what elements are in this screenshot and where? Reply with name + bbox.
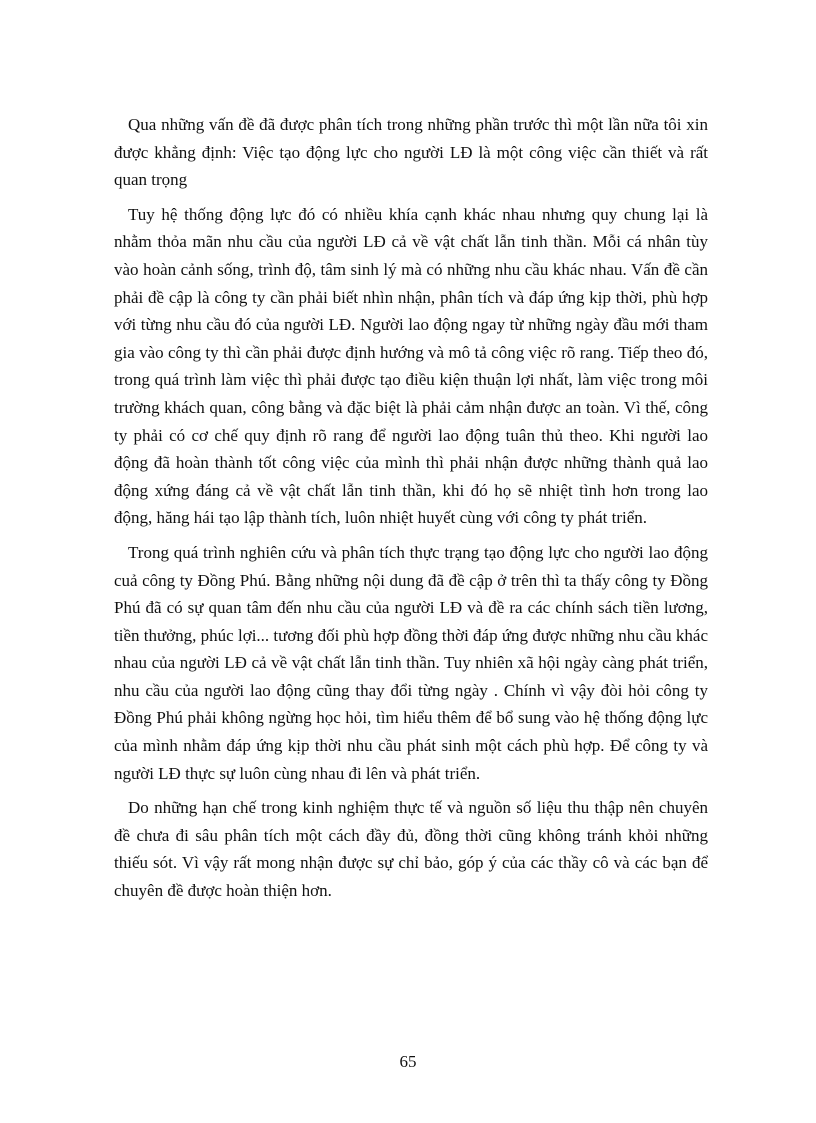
- page-number: 65: [399, 1052, 417, 1071]
- paragraph-motivation-system: Tuy hệ thống động lực đó có nhiều khía cạnh khác nhau nhưng quy chung lại là nhằm thỏa mãn nhu cầu của người LĐ cả về vật chất lẫn tinh thần. Mỗi cá nhân tùy vào hoàn cảnh sống, trình độ, tâm sinh lý mà có những nhu cầu khác nhau. Vấn đề cần phải đề cập là công ty cần phải biết nhìn nhận, phân tích và đáp ứng kịp thời, phù hợp với từng nhu cầu đó của người LĐ. Người lao động ngay từ những ngày đầu mới tham gia vào công ty thì cần phải được định hướng và mô tả công việc rõ rang. Tiếp theo đó, trong quá trình làm việc thì phải được tạo điều kiện thuận lợi nhất, làm việc trong môi trường khách quan, công bằng và đặc biệt là phải cảm nhận được an toàn. Vì thế, công ty phải có cơ chế quy định rõ rang để người lao động tuân thủ theo. Khi người lao động đã hoàn thành tốt công việc của mình thì phải nhận được những thành quả lao động xứng đáng cả về vật chất lẫn tinh thần, khi đó họ sẽ nhiệt tình hơn trong lao động, hăng hái tạo lập thành tích, luôn nhiệt huyết cùng với công ty phát triển.: [114, 204, 708, 528]
- paragraph-limitations: Do những hạn chế trong kinh nghiệm thực tế và nguồn số liệu thu thập nên chuyên đề chưa đi sâu phân tích một cách đầy đủ, đồng thời cũng không tránh khỏi những thiếu sót. Vì vậy rất mong nhận được sự chỉ bảo, góp ý của các thầy cô và các bạn để chuyên đề được hoàn thiện hơn.: [114, 798, 708, 901]
- paragraph-dong-phu-analysis: Trong quá trình nghiên cứu và phân tích thực trạng tạo động lực cho người lao động cuả công ty Đồng Phú. Bằng những nội dung đã đề cập ở trên thì ta thấy công ty Đồng Phú đã có sự quan tâm đến nhu cầu của người LĐ và đề ra các chính sách tiền lương, tiền thưởng, phúc lợi... tương đối phù hợp đồng thời đáp ứng được những nhu cầu khác nhau của người LĐ cả về vật chất lẫn tinh thần. Tuy nhiên xã hội ngày càng phát triển, nhu cầu của người lao động cũng thay đổi từng ngày . Chính vì vậy đòi hỏi công ty Đồng Phú phải không ngừng học hỏi, tìm hiểu thêm để bổ sung vào hệ thống động lực của mình nhằm đáp ứng kịp thời nhu cầu phát sinh một cách phù hợp. Để công ty và người LĐ thực sự luôn cùng nhau đi lên và phát triển.: [114, 542, 708, 783]
- paragraph-conclusion-intro: Qua những vấn đề đã được phân tích trong những phần trước thì một lần nữa tôi xin được khẳng định: Việc tạo động lực cho người LĐ là một công việc cần thiết và rất quan trọng: [114, 115, 708, 190]
- document-body: [114, 111, 708, 912]
